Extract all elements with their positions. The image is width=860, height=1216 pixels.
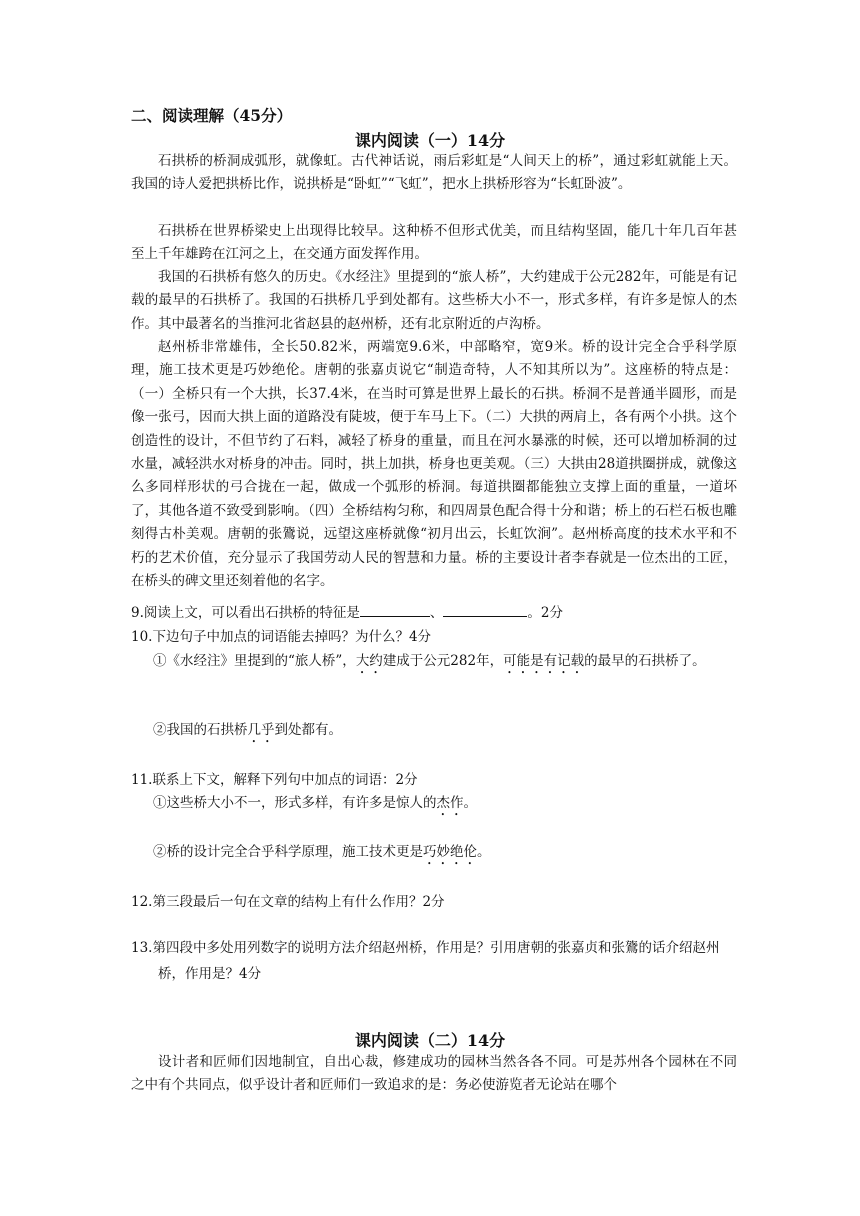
reading-1-paragraph-2: 石拱桥在世界桥梁史上出现得比较早。这种桥不但形式优美，而且结构坚固，能几十年几百年甚至上千年雄跨在江河之上，在交通方面发挥作用。 xyxy=(131,223,737,263)
q11-s2-dotted-word: 巧妙绝伦 xyxy=(423,844,477,860)
q11-s1-part-a: ①这些桥大小不一，形式多样，有许多是惊人的 xyxy=(153,795,437,811)
reading-1-paragraph-4: 赵州桥非常雄伟，全长50.82米，两端宽9.6米，中部略窄，宽9米。桥的设计完全合乎科学原理，施工技术更是巧妙绝伦。唐朝的张嘉贞说它“制造奇特，人不知其所以为”。这座桥的特点是：（一）全桥只有一个大拱，长37.4米，在当时可算是世界上最长的石拱。桥洞不是普通半圆形，而是像一张弓，因而大拱上面的道路没有陡坡，便于车马上下。（二）大拱的两肩上，各有两个小拱。这个创造性的设计，不但节约了石料，减轻了桥身的重量，而且在河水暴涨的时候，还可以增加桥洞的过水量，减轻洪水对桥身的冲击。同时，拱上加拱，桥身也更美观。（三）大拱由28道拱圈拼成，就像这么多同样形状的弓合拢在一起，做成一个弧形的桥洞。每道拱圈都能独立支撑上面的重量，一道坏了，其他各道不致受到影响。（四）全桥结构匀称，和四周景色配合得十分和谐；桥上的石栏石板也雕刻得古朴美观。唐朝的张鷟说，远望这座桥就像“初月出云，长虹饮涧”。赵州桥高度的技术水平和不朽的艺术价值，充分显示了我国劳动人民的智慧和力量。桥的主要设计者李春就是一位杰出的工匠，在桥头的碑文里还刻着他的名字。 xyxy=(131,339,737,590)
q10-s2-dotted-word: 几乎 xyxy=(247,722,275,738)
question-10-sentence-1 xyxy=(153,648,755,677)
reading-2-title: 课内阅读（二）14分 xyxy=(354,1031,506,1050)
q10-s2-part-a: ②我国的石拱桥 xyxy=(153,722,248,738)
question-13: 13.第四段中多处用列数字的说明方法介绍赵州桥，作用是？引用唐朝的张嘉贞和张鷟的话介绍赵州桥，作用是？4分 xyxy=(131,940,720,982)
question-9-suffix: 。2分 xyxy=(527,605,563,621)
section-title: 二、阅读理解（45分） xyxy=(131,106,293,125)
q10-s1-part-a: ①《水经注》里提到的“旅人桥”， xyxy=(153,653,356,669)
q11-s2-part-b: 。 xyxy=(477,844,491,860)
q11-s1-part-b: 。 xyxy=(463,795,477,811)
question-11-sentence-2 xyxy=(153,839,755,868)
q10-s1-part-c: 的最早的石拱桥了。 xyxy=(584,653,706,669)
answer-blank-1[interactable] xyxy=(360,602,430,617)
question-9-separator: 、 xyxy=(429,605,444,621)
question-12: 12.第三段最后一句在文章的结构上有什么作用？2分 xyxy=(131,894,445,910)
q11-s2-part-a: ②桥的设计完全合乎科学原理，施工技术更是 xyxy=(153,844,423,860)
q10-s1-part-b: 建成于公元282年， xyxy=(382,653,504,669)
q10-s2-part-b: 到处都有。 xyxy=(274,722,342,738)
reading-1-paragraph-1: 石拱桥的桥洞成弧形，就像虹。古代神话说，雨后彩虹是“人间天上的桥”，通过彩虹就能上天。我国的诗人爱把拱桥比作，说拱桥是“卧虹”“飞虹”，把水上拱桥形容为“长虹卧波”。 xyxy=(131,153,737,193)
question-10: 10.下边句子中加点的词语能去掉吗？为什么？4分 xyxy=(131,629,432,645)
question-9-prefix: 9.阅读上文，可以看出石拱桥的特征是 xyxy=(131,605,360,621)
question-10-sentence-2 xyxy=(153,717,755,746)
q11-s1-dotted-word: 杰作 xyxy=(436,795,464,811)
question-11-sentence-1 xyxy=(153,790,755,819)
q10-s1-dotted-word-1: 大约 xyxy=(355,653,383,669)
answer-blank-2[interactable] xyxy=(443,602,527,617)
reading-1-paragraph-3: 我国的石拱桥有悠久的历史。《水经注》里提到的“旅人桥”，大约建成于公元282年，可能是有记载的最早的石拱桥了。我国的石拱桥几乎到处都有。这些桥大小不一，形式多样，有许多是惊人的杰作。其中最著名的当推河北省赵县的赵州桥，还有北京附近的卢沟桥。 xyxy=(131,269,737,332)
question-11: 11.联系上下文，解释下列句中加点的词语：2分 xyxy=(131,772,418,788)
question-9 xyxy=(131,600,737,626)
reading-2-paragraph-1: 设计者和匠师们因地制宜，自出心裁，修建成功的园林当然各各不同。可是苏州各个园林在不同之中有个共同点，似乎设计者和匠师们一致追求的是：务必使游览者无论站在哪个 xyxy=(131,1054,737,1094)
reading-1-title: 课内阅读（一）14分 xyxy=(354,131,506,150)
q10-s1-dotted-word-2: 可能是有记载 xyxy=(503,653,585,669)
